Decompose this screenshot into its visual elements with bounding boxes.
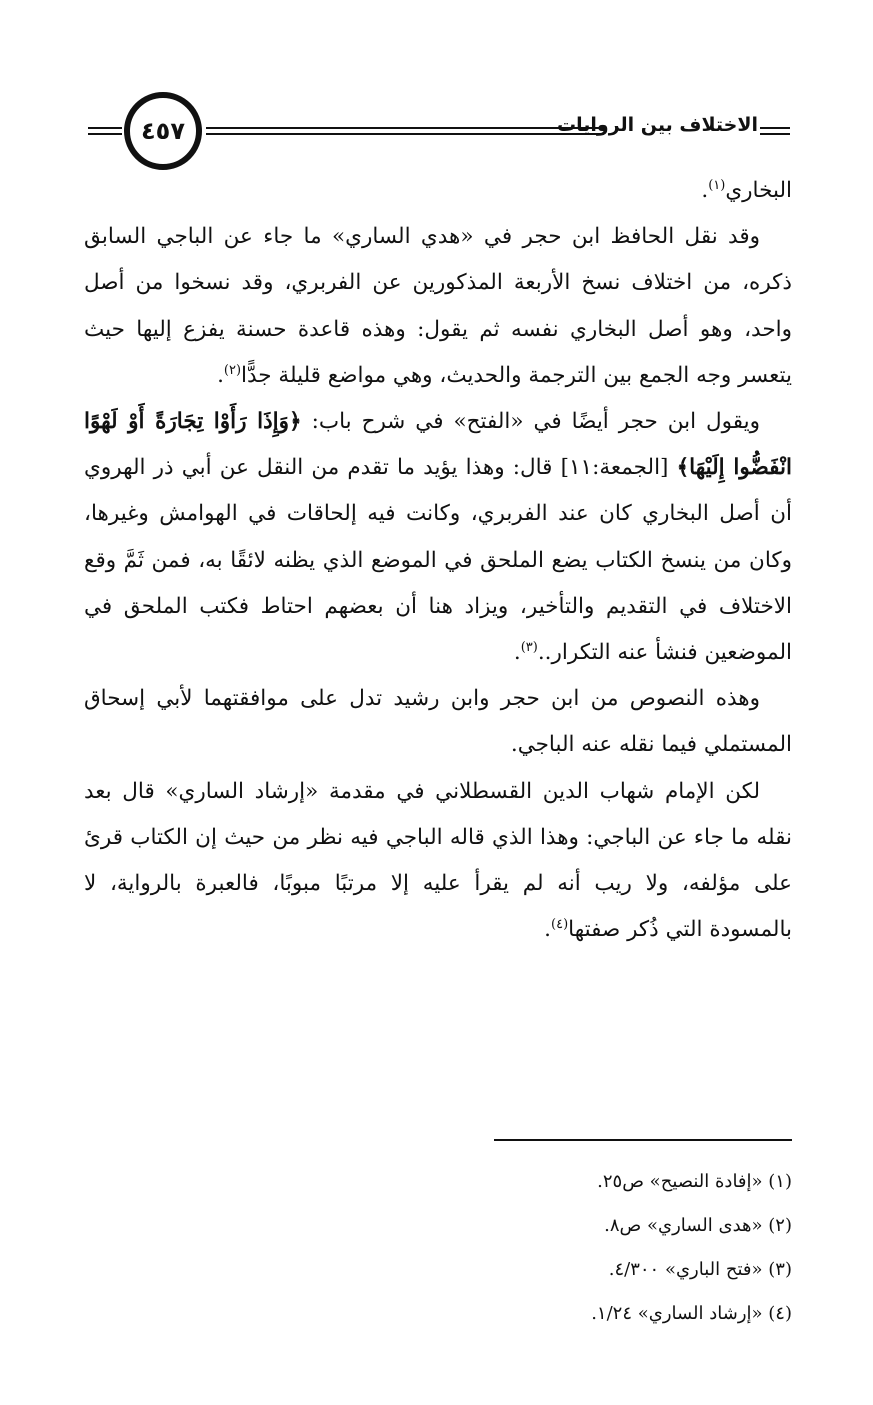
running-title: الاختلاف بين الروايات: [557, 114, 758, 136]
paragraph-5-text: لكن الإمام شهاب الدين القسطلاني في مقدمة «إرشاد الساري» قال بعد نقله ما جاء عن الباجي: وهذا الذي قاله الباجي فيه نظر من حيث إن الكتاب قرئ على مؤلفه، ولا ريب أنه لم يقرأ عليه إلا مرتبًا مبوبًا، فالعبرة بالرواية، لا بالمسودة التي ذُكر صفتها: [84, 778, 792, 943]
page-number: ٤٥٧: [124, 92, 202, 170]
footnote-separator: [494, 1139, 792, 1141]
footnote-ref-4[interactable]: (٤): [551, 917, 569, 933]
footnote-4: (٤) «إرشاد الساري» ١/٢٤.: [591, 1303, 792, 1324]
header-rule-right: [760, 127, 790, 135]
main-text: [84, 168, 792, 953]
paragraph-1: البخاري$^{(١)}$.: [701, 177, 792, 203]
paragraph-3-text-a: ويقول ابن حجر أيضًا في «الفتح» في شرح باب:: [301, 409, 760, 435]
paragraph-2: وقد نقل الحافظ ابن حجر في «هدي الساري» ما جاء عن الباجي السابق ذكره، من اختلاف نسخ الأربعة المذكورين عن الفربري، وقد نسخوا من أصل واحد، وهو أصل البخاري نفسه ثم يقول: وهذه قاعدة حسنة يفزع إليها حيث يتعسر وجه الجمع بين الترجمة والحديث، وهي مواضع قليلة جدًّا$^{(٢)}$.: [84, 224, 792, 388]
paragraph-2-text: وقد نقل الحافظ ابن حجر في «هدي الساري» ما جاء عن الباجي السابق ذكره، من اختلاف نسخ الأربعة المذكورين عن الفربري، وقد نسخوا من أصل واحد، وهو أصل البخاري نفسه ثم يقول: وهذه قاعدة حسنة يفزع إليها حيث يتعسر وجه الجمع بين الترجمة والحديث، وهي مواضع قليلة جدًّا: [84, 224, 792, 388]
footnote-1: (١) «إفادة النصيح» ص٢٥.: [597, 1171, 792, 1192]
page-header: [88, 92, 790, 172]
header-rule-middle: [206, 127, 604, 135]
paragraph-1-text: البخاري: [725, 178, 792, 203]
paragraph-4: وهذه النصوص من ابن حجر وابن رشيد تدل على موافقتهما لأبي إسحاق المستملي فيما نقله عنه الباجي.: [84, 686, 792, 758]
footnote-ref-3[interactable]: (٣): [520, 639, 538, 655]
footnote-3: (٣) «فتح الباري» ٤/٣٠٠.: [608, 1259, 792, 1280]
footnote-ref-1[interactable]: (١): [708, 177, 726, 193]
quran-verse: ﴿وَإِذَا رَأَوْا تِجَارَةً أَوْ لَهْوًا انْفَضُّوا إِلَيْهَا﴾: [84, 409, 792, 481]
footnote-ref-2[interactable]: (٢): [223, 362, 242, 378]
footnotes: [300, 1160, 792, 1336]
paragraph-3: ويقول ابن حجر أيضًا في «الفتح» في شرح باب: ﴿وَإِذَا رَأَوْا تِجَارَةً أَوْ لَهْوًا انْفَضُّوا إِلَيْهَا﴾ [الجمعة:١١] قال: وهذا يؤيد ما تقدم من النقل عن أبي ذر الهروي أن أصل البخاري كان عند الفربري، وكانت فيه إلحاقات في الهوامش وغيرها، وكان من ينسخ الكتاب يضع الملحق في الموضع الذي يظنه لائقًا به، فمن ثَمَّ وقع الاختلاف في التقديم والتأخير، ويزاد هنا أن بعضهم احتاط فكتب الملحق في الموضعين فنشأ عنه التكرار..$^{(٣)}$.: [84, 409, 792, 666]
paragraph-5: لكن الإمام شهاب الدين القسطلاني في مقدمة «إرشاد الساري» قال بعد نقله ما جاء عن الباجي: وهذا الذي قاله الباجي فيه نظر من حيث إن الكتاب قرئ على مؤلفه، ولا ريب أنه لم يقرأ عليه إلا مرتبًا مبوبًا، فالعبرة بالرواية، لا بالمسودة التي ذُكر صفتها$^{(٤)}$.: [84, 778, 792, 943]
header-rule-left: [88, 127, 122, 135]
paragraph-3-text-b: [الجمعة:١١] قال: وهذا يؤيد ما تقدم من النقل عن أبي ذر الهروي أن أصل البخاري كان عند الفربري، وكانت فيه إلحاقات في الهوامش وغيرها، وكان من ينسخ الكتاب يضع الملحق في الموضع الذي يظنه لائقًا به، فمن ثَمَّ وقع الاختلاف في التقديم والتأخير، ويزاد هنا أن بعضهم احتاط فكتب الملحق في الموضعين فنشأ عنه التكرار..: [84, 455, 792, 666]
footnote-2: (٢) «هدى الساري» ص٨.: [604, 1215, 792, 1236]
